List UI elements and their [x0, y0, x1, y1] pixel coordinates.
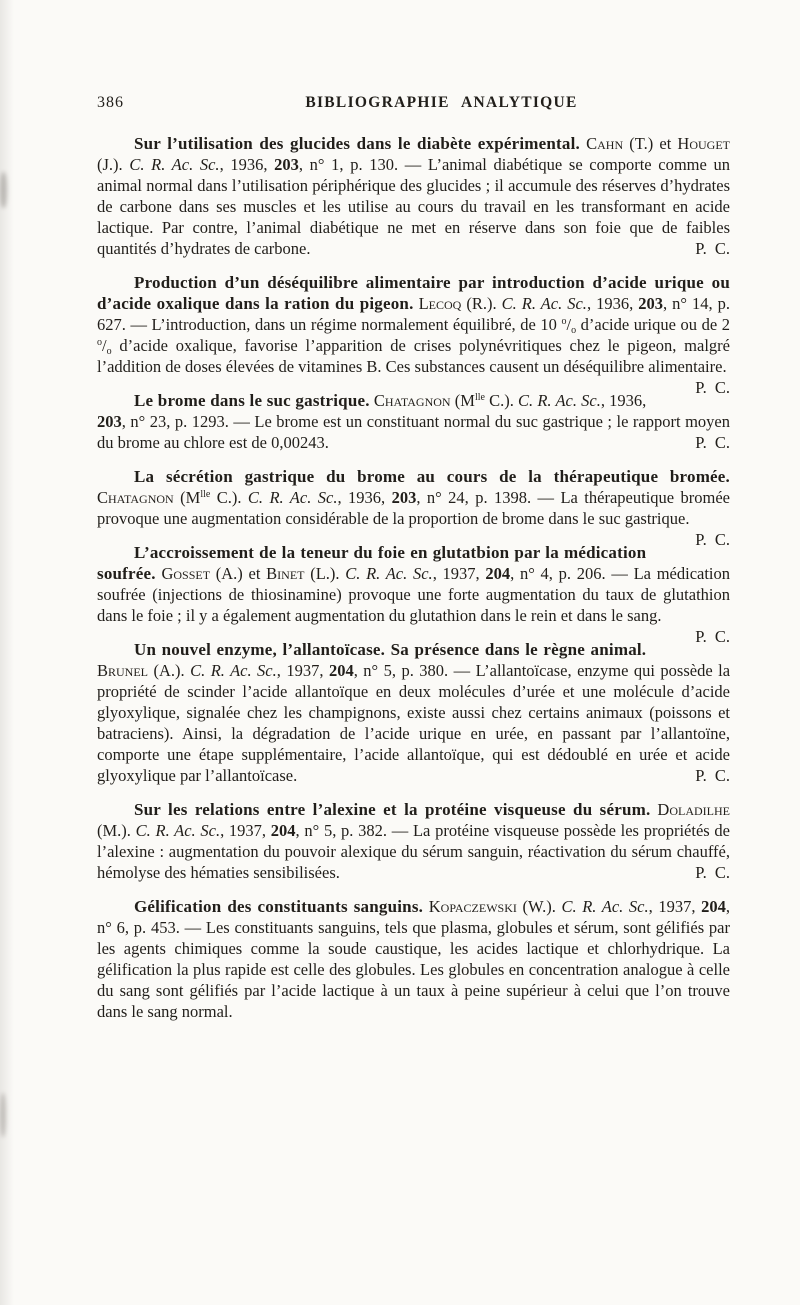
author-name: Kopaczewski	[428, 897, 517, 916]
entry-text: lle	[200, 489, 211, 500]
entry-text: (M.).	[97, 821, 136, 840]
volume-number: 204	[328, 661, 354, 680]
author-name: Brunel	[97, 661, 149, 680]
entry-text: (J.).	[97, 155, 130, 174]
entry-text: , n° 6, p. 453. — Les constituants sanguins, tels que plasma, globules et sérum, sont gélifiés par les agents chimiques comme la soude caustique, les acides lactique et chlorhydrique. La gélification la plus rapide est celle des globules. Les globules en concentration analogue à celle du sang sont gélifiés par l’acide lactique à un taux à peine supérieur à celui que l’on trouve dans le sang normal.	[97, 897, 730, 1021]
author-name: Gosset	[161, 564, 211, 583]
bibliography-entry	[97, 799, 730, 883]
volume-number: 203	[274, 155, 299, 174]
entry-title: Production d’un déséquilibre alimentaire par introduction d’acide urique ou d’acide oxalique dans la ration du pigeon.	[97, 273, 730, 313]
entry-text: (W.).	[516, 897, 562, 916]
volume-number: 204	[270, 821, 296, 840]
journal-abbrev: C. R. Ac. Sc.	[561, 897, 649, 916]
entry-text: (R.).	[461, 294, 502, 313]
entry-title: Un nouvel enzyme, l’allantoïcase. Sa présence dans le règne animal.	[134, 640, 647, 659]
bibliography-entry	[97, 542, 731, 646]
journal-abbrev: C. R. Ac. Sc.	[135, 821, 221, 840]
entry-title: Le brome dans le suc gastrique.	[134, 391, 370, 410]
volume-number: 203	[97, 412, 122, 431]
entry-text: , 1937,	[432, 564, 486, 583]
entry-title: Gélification des constituants sanguins.	[134, 897, 424, 916]
entry-text: , 1936,	[219, 155, 275, 174]
entry-signature: P. C.	[695, 239, 730, 258]
entry-text: , n° 24, p. 1398. — La thérapeutique bromée provoque une augmentation considérable de la proportion de brome dans le suc gastrique.	[97, 488, 731, 528]
entry-text: d’acide urique ou de 2	[576, 315, 730, 334]
journal-abbrev: C. R. Ac. Sc.	[501, 294, 587, 313]
author-name: Lecoq	[418, 294, 462, 313]
entry-text: o	[571, 325, 577, 336]
volume-number: 204	[701, 897, 726, 916]
entry-text: , 1937,	[276, 661, 329, 680]
running-title: BIBLIOGRAPHIE ANALYTIQUE	[305, 94, 578, 111]
page-content	[97, 94, 730, 1035]
entry-text: o	[97, 337, 102, 348]
entry-text: (A.).	[148, 661, 191, 680]
bibliography-entry	[97, 133, 730, 259]
volume-number: 204	[485, 564, 511, 583]
bibliography-entry	[97, 466, 731, 549]
bibliography-entries	[97, 133, 730, 1022]
entry-text: , n° 23, p. 1293. — Le brome est un constituant normal du suc gastrique ; le rapport moyen du brome au chlore est de 0,00243.	[97, 412, 730, 452]
entry-signature: P. C.	[695, 766, 730, 785]
entry-text: C.).	[210, 488, 248, 507]
journal-abbrev: C. R. Ac. Sc.	[518, 391, 601, 410]
entry-text: /	[102, 336, 107, 355]
scan-smudge	[0, 172, 7, 208]
page-number: 386	[97, 94, 124, 111]
entry-text: (T.) et	[623, 134, 678, 153]
scan-smudge	[0, 1093, 6, 1137]
entry-text: , n° 5, p. 380. — L’allantoïcase, enzyme qui possède la propriété de scinder l’acide allantoïque en deux molécules d’urée et une molécule d’acide glyoxylique, signalée chez les champignons, existe aussi chez certains animaux (poissons et batraciens). Ainsi, la dégradation de l’acide urique en urée, en passant par l’allantoïne, comporte une étape supplémentaire, l’acide allantoïque, qui est dédoublé en urée et acide glyoxylique par l’allantoïcase.	[97, 661, 731, 785]
entry-text: , 1936,	[586, 294, 639, 313]
volume-number: 203	[391, 488, 417, 507]
entry-text: , n° 14, p. 627. — L’introduction, dans un régime normalement équilibré, de 10	[97, 294, 731, 334]
entry-text: , n° 1, p. 130. — L’animal diabétique se comporte comme un animal normal dans l’utilisation périphérique des glucides ; il accumule des réserves d’hydrates de carbone dans ses muscles et les utilise au cours du travail en les transformant en acide lactique. Par contre, l’animal diabétique ne met en réserve dans son foie que de faibles quantités d’hydrates de carbone.	[97, 155, 730, 258]
journal-abbrev: C. R. Ac. Sc.	[247, 488, 338, 507]
entry-text: (M	[173, 488, 201, 507]
author-name: Houget	[677, 134, 730, 153]
entry-text: , n° 5, p. 382. — La protéine visqueuse possède les propriétés de l’alexine : augmentation du pouvoir alexique du sérum sanguin, réactivation du sérum chauffé, hémolyse des hématies sensibilisées.	[97, 821, 730, 882]
entry-signature: P. C.	[695, 433, 730, 452]
entry-signature: P. C.	[695, 627, 730, 646]
author-name: Cahn	[586, 134, 624, 153]
author-name: Chatagnon	[373, 391, 451, 410]
entry-text: /	[566, 315, 572, 334]
author-name: Chatagnon	[97, 488, 174, 507]
entry-text: o	[561, 316, 567, 327]
entry-text: d’acide oxalique, favorise l’apparition de crises polynévritiques chez le pigeon, malgré l’addition de doses élevées de vitamines B. Ces substances causent un déséquilibre alimentaire.	[97, 336, 730, 376]
entry-text: (M	[450, 391, 475, 410]
entry-signature: P. C.	[695, 530, 730, 549]
entry-text: , 1936,	[337, 488, 392, 507]
running-head	[97, 94, 730, 116]
author-name: Binet	[266, 564, 305, 583]
entry-signature: P. C.	[695, 863, 730, 882]
entry-text: , 1937,	[220, 821, 271, 840]
entry-title: La sécrétion gastrique du brome au cours de la thérapeutique bromée.	[134, 467, 730, 486]
entry-text: C.).	[484, 391, 519, 410]
volume-number: 203	[638, 294, 663, 313]
author-name: Doladilhe	[657, 800, 730, 819]
bibliography-entry	[97, 272, 731, 397]
entry-title: Sur les relations entre l’alexine et la protéine visqueuse du sérum.	[134, 800, 651, 819]
entry-text: , 1937,	[648, 897, 702, 916]
entry-text: (L.).	[304, 564, 346, 583]
entry-signature: P. C.	[695, 378, 730, 397]
entry-text: lle	[474, 392, 485, 403]
bibliography-entry	[97, 896, 730, 1022]
journal-abbrev: C. R. Ac. Sc.	[190, 661, 277, 680]
entry-text: o	[106, 346, 112, 357]
entry-title: Sur l’utilisation des glucides dans le diabète expérimental.	[134, 134, 580, 153]
entry-text: , n° 4, p. 206. — La médication soufrée (injections de thiosinamine) provoque une forte augmentation du taux de glutathion dans le foie ; il y a également augmentation du glutathion dans le rein et dans le sang.	[97, 564, 731, 625]
journal-abbrev: C. R. Ac. Sc.	[345, 564, 433, 583]
entry-text: , 1936,	[600, 391, 647, 410]
entry-text: (A.) et	[210, 564, 267, 583]
bibliography-entry	[97, 390, 730, 453]
entry-title: L’accroissement de la teneur du foie en glutatbion par la médication soufrée.	[97, 543, 647, 583]
journal-abbrev: C. R. Ac. Sc.	[129, 155, 220, 174]
bibliography-entry	[97, 639, 730, 786]
